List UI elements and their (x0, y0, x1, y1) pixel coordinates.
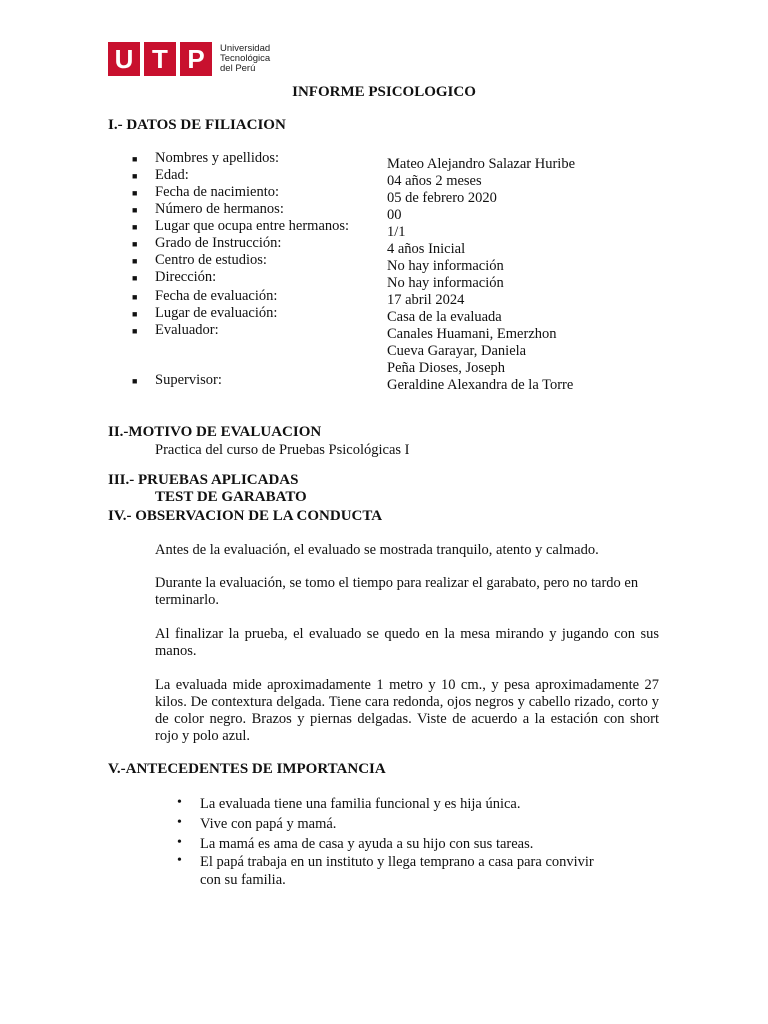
bullet-icon: • (177, 815, 182, 830)
bullet-icon: ■ (132, 239, 138, 249)
observation-paragraph: Al finalizar la prueba, el evaluado se quedo en la mesa mirando y jugando con sus manos. (155, 626, 659, 659)
logo-text-line: Tecnológica (220, 53, 271, 64)
field-label: Evaluador: (155, 322, 219, 338)
field-value: Casa de la evaluada (387, 309, 502, 325)
field-label: Lugar de evaluación: (155, 305, 278, 321)
list-item: El papá trabaja en un instituto y llega temprano a casa para convivir (200, 854, 594, 870)
list-item: La evaluada tiene una familia funcional y es hija única. (200, 796, 521, 812)
bullet-icon: ■ (132, 309, 138, 319)
field-label: Nombres y apellidos: (155, 150, 280, 166)
field-value: 17 abril 2024 (387, 292, 465, 308)
test-name: TEST DE GARABATO (155, 489, 307, 505)
logo-letter-u: U (108, 42, 140, 76)
field-value: 05 de febrero 2020 (387, 190, 497, 206)
list-item-continuation: con su familia. (200, 872, 286, 888)
field-value: 04 años 2 meses (387, 173, 482, 189)
field-value: 00 (387, 207, 402, 223)
bullet-icon: ■ (132, 222, 138, 232)
observation-paragraph: Durante la evaluación, se tomo el tiempo para realizar el garabato, pero no tardo en terminarlo. (155, 575, 639, 608)
field-value: 1/1 (387, 224, 406, 240)
section-4-heading: IV.- OBSERVACION DE LA CONDUCTA (108, 508, 383, 524)
logo-letter-p: P (180, 42, 212, 76)
field-label: Edad: (155, 167, 189, 183)
field-label: Fecha de evaluación: (155, 288, 278, 304)
field-value: Geraldine Alexandra de la Torre (387, 377, 574, 393)
bullet-icon: • (177, 795, 182, 810)
field-label: Dirección: (155, 269, 217, 285)
field-label: Grado de Instrucción: (155, 235, 282, 251)
bullet-icon: ■ (132, 171, 138, 181)
field-label: Centro de estudios: (155, 252, 267, 268)
field-label: Número de hermanos: (155, 201, 284, 217)
bullet-icon: ■ (132, 273, 138, 283)
section-5-heading: V.-ANTECEDENTES DE IMPORTANCIA (108, 761, 386, 777)
section-3-heading: III.- PRUEBAS APLICADAS (108, 472, 299, 488)
section-1-heading: I.- DATOS DE FILIACION (108, 117, 286, 133)
field-value: No hay información (387, 275, 504, 291)
bullet-icon: ■ (132, 376, 138, 386)
list-item: La mamá es ama de casa y ayuda a su hijo con sus tareas. (200, 836, 534, 852)
bullet-icon: ■ (132, 326, 138, 336)
motivo-text: Practica del curso de Pruebas Psicológicas I (155, 442, 410, 458)
field-label: Lugar que ocupa entre hermanos: (155, 218, 350, 234)
field-label: Fecha de nacimiento: (155, 184, 280, 200)
bullet-icon: ■ (132, 256, 138, 266)
list-item: Vive con papá y mamá. (200, 816, 337, 832)
utp-logo (108, 42, 270, 76)
field-value: 4 años Inicial (387, 241, 466, 257)
bullet-icon: • (177, 853, 182, 868)
observation-paragraph: La evaluada mide aproximadamente 1 metro y 10 cm., y pesa aproximadamente 27 kilos. De contextura delgada. Tiene cara redonda, ojos negros y cabello rizado, corto y de color negro. Brazos y piernas delgadas. Viste de acuerdo a la estación con short rojo y polo azul. (155, 677, 659, 744)
field-value: Mateo Alejandro Salazar Huribe (387, 156, 576, 172)
field-value: Peña Dioses, Joseph (387, 360, 506, 376)
bullet-icon: • (177, 835, 182, 850)
section-2-heading: II.-MOTIVO DE EVALUACION (108, 424, 322, 440)
bullet-icon: ■ (132, 154, 138, 164)
field-value: Cueva Garayar, Daniela (387, 343, 527, 359)
bullet-icon: ■ (132, 205, 138, 215)
logo-text-line: del Perú (220, 63, 256, 74)
field-label: Supervisor: (155, 372, 222, 388)
observation-paragraph: Antes de la evaluación, el evaluado se mostrada tranquilo, atento y calmado. (155, 542, 599, 558)
bullet-icon: ■ (132, 188, 138, 198)
logo-text-line: Universidad (220, 43, 271, 54)
field-value: Canales Huamani, Emerzhon (387, 326, 557, 342)
logo-letter-t: T (144, 42, 176, 76)
logo-text (220, 44, 270, 74)
bullet-icon: ■ (132, 292, 138, 302)
document-title: INFORME PSICOLOGICO (292, 84, 476, 100)
field-value: No hay información (387, 258, 504, 274)
